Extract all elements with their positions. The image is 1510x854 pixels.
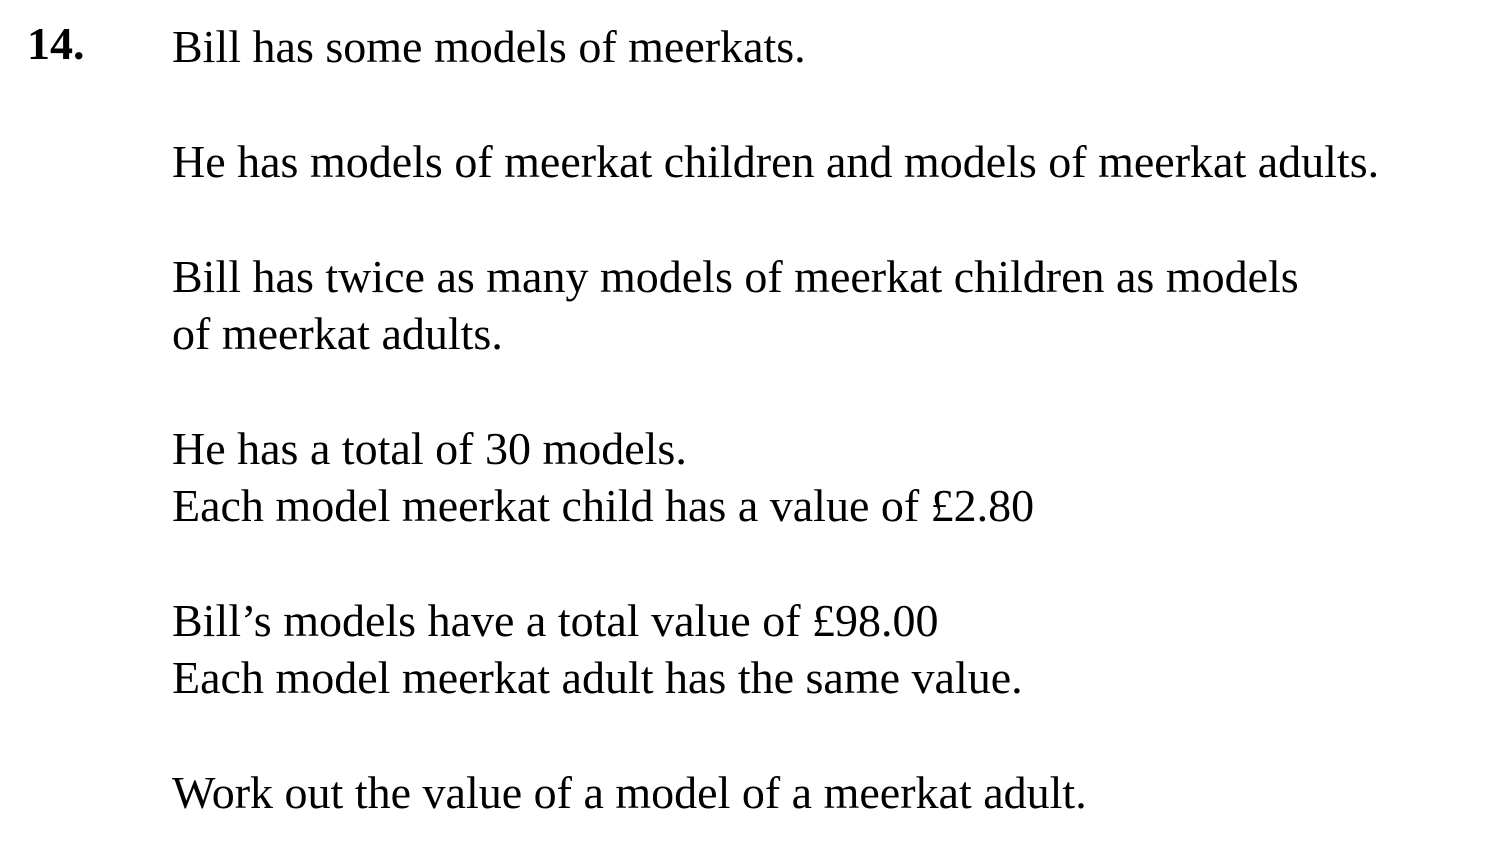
paragraph-gap [172,75,1502,133]
question-line: of meerkat adults. [172,308,503,359]
question-line: Bill’s models have a total value of £98.00 [172,595,939,646]
question-line: Bill has some models of meerkats. [172,21,806,72]
question-line: Each model meerkat child has a value of £2.80 [172,480,1035,531]
paragraph-gap [172,362,1502,420]
question-number: 14. [27,18,85,69]
question-line: Bill has twice as many models of meerkat children as models [172,251,1299,302]
question-body [172,18,1502,821]
question-line: He has a total of 30 models. [172,423,687,474]
paragraph-gap [172,706,1502,764]
question-line: He has models of meerkat children and models of meerkat adults. [172,136,1380,187]
question-prompt: Work out the value of a model of a meerkat adult. [172,767,1087,818]
paragraph-gap [172,534,1502,592]
question-line: Each model meerkat adult has the same value. [172,652,1023,703]
paragraph-gap [172,190,1502,248]
